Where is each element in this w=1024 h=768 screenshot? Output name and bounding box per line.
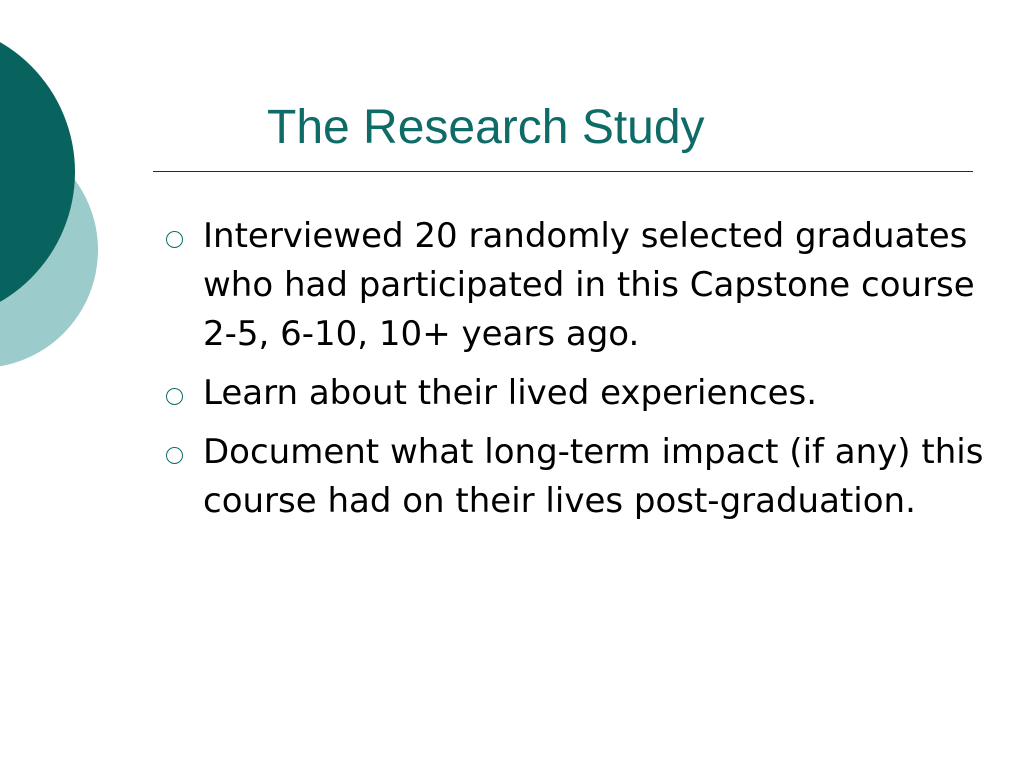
bullet-text: Learn about their lived experiences.: [203, 373, 818, 413]
title-divider: [153, 171, 973, 172]
hollow-circle-icon: [166, 447, 183, 464]
bullet-text: Document what long-term impact (if any) this course had on their lives post-graduation.: [203, 432, 984, 521]
slide-title: The Research Study: [267, 101, 705, 154]
bullet-item-lived-experiences: [160, 369, 990, 418]
bullet-item-interviews: [160, 212, 990, 359]
hollow-circle-icon: [166, 231, 183, 248]
bullet-list: [160, 212, 990, 536]
decorative-circles: [0, 0, 120, 420]
bullet-text: Interviewed 20 randomly selected graduates who had participated in this Capstone course 2-5, 6-10, 10+ years ago.: [203, 216, 975, 354]
hollow-circle-icon: [166, 388, 183, 405]
bullet-item-long-term-impact: [160, 428, 990, 526]
